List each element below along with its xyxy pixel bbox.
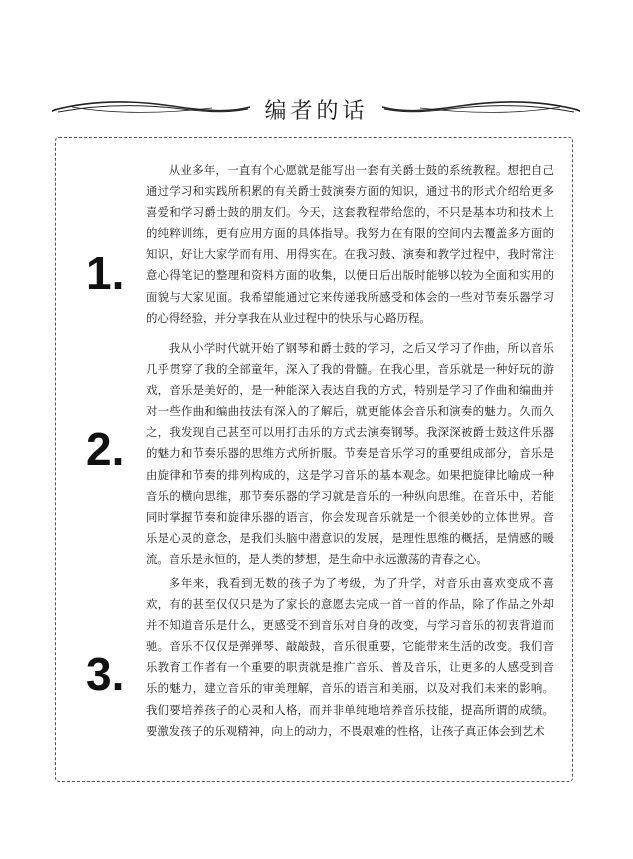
section-paragraph: 我从小学时代就开始了钢琴和爵士鼓的学习，之后又学习了作曲，所以音乐几乎贯穿了我的全部童年，深入了我的骨髓。在我心里，音乐就是一种好玩的游戏，音乐是美好的，是一种能深入表达自我的方式，特别是学习了作曲和编曲并对一些作曲和编曲技法有深入的了解后，就更能体会音乐和演奏的魅力。久而久之，我发现自己甚至可以用打击乐的方式去演奏钢琴。我深深被爵士鼓这件乐器的魅力和节奏乐器的思维方式所折服。节奏是音乐学习的重要组成部分，音乐是由旋律和节奏的排列构成的，这是学习音乐的基本观念。如果把旋律比喻成一种音乐的横向思维，那节奏乐器的学习就是音乐的一种纵向思维。在音乐中，若能同时掌握节奏和旋律乐器的语言，你会发现音乐就是一个很美妙的立体世界。音乐是心灵的意念，是我们头脑中潜意识的发展，是理性思维的概括，是情感的暖流。音乐是永恒的，是人类的梦想，是生命中永远激荡的青春之心。 bbox=[146, 341, 554, 566]
page-title: 编者的话 bbox=[264, 99, 369, 124]
page-header bbox=[0, 88, 633, 128]
section-number: 1. bbox=[86, 247, 125, 299]
section-paragraph: 从业多年，一直有个心愿就是能写出一套有关爵士鼓的系统教程。想把自己通过学习和实践所积累的有关爵士鼓演奏方面的知识，通过书的形式介绍给更多喜爱和学习爵士鼓的朋友们。今天，这套教程带给您的，不只是基本功和技术上的纯粹训练，更有应用方面的具体指导。我努力在有限的空间内去覆盖多方面的知识，好让大家学而有用、用得实在。在我习鼓、演奏和教学过程中，我时常注意心得笔记的整理和资料方面的收集，以便日后出版时能够以较为全面和实用的面貌与大家见面。我希望能通过它来传递我所感受和体会的一些对节奏乐器学习的心得经验，并分享我在从业过程中的快乐与心路历程。 bbox=[146, 163, 554, 325]
right-flourish-ornament bbox=[380, 98, 580, 118]
section-number: 2. bbox=[86, 423, 125, 475]
section-number: 3. bbox=[86, 648, 125, 700]
section-paragraph: 多年来，我看到无数的孩子为了考级，为了升学，对音乐由喜欢变成不喜欢，有的甚至仅仅只是为了家长的意愿去完成一首一首的作品，除了作品之外却并不知道音乐是什么，更感受不到音乐对自身的改变，与学习音乐的初衷背道而驰。音乐不仅仅是弹弹琴、敲敲鼓，音乐很重要，它能带来生活的改变。我们音乐教育工作者有一个重要的职责就是推广音乐、普及音乐，让更多的人感受到音乐的魅力，建立音乐的审美理解，音乐的语言和美丽，以及对我们未来的影响。我们要培养孩子的心灵和人格，而并非单纯地培养音乐技能，提高所谓的成绩。要激发孩子的乐观精神，向上的动力，不畏艰难的性格，让孩子真正体会到艺术 bbox=[146, 576, 554, 738]
dashed-content-frame bbox=[55, 137, 573, 782]
